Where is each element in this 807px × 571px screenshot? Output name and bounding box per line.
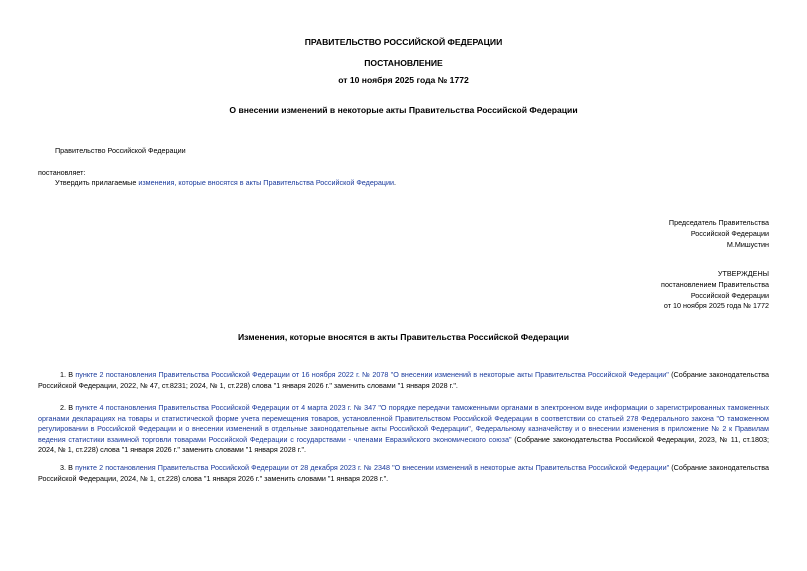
signature-position: Председатель Правительства (668, 218, 769, 227)
item-text: (Собрание законодательства Российской Федерации, 2024, № 1, ст.228) слова "1 января 2026 г." заменить словами "1 января 2028 г.". (38, 463, 769, 483)
item-text: (Собрание законодательства Российской Федерации, 2022, № 47, ст.8231; 2024, № 1, ст.228) слова "1 января 2026 г." заменить словами "1 января 2028 г.". (38, 370, 769, 390)
item-reference-link[interactable]: пункте 4 постановления Правительства Российской Федерации от 4 марта 2023 г. № 347 "О порядке передачи таможенными органами в электронном виде информации о зарегистрированных таможенных органами декларациях на товары и статистической форме учета перемещения товаров, установленной Правительством Российской Федерации в соответствии со статьей 278 Федерального закона "О таможенном регулировании в Российской Федерации и о внесении изменений в отдельные законодательные акты Российской Федерации", Федеральному казначейству и о внесении изменения в приложение № 2 к Правилам ведения статистики взаимной торговли товарами Российской Федерации с государствами - членами Евразийского экономического союза" (38, 403, 769, 444)
preamble-decides: постановляет: (38, 168, 86, 177)
item-text: (Собрание законодательства Российской Федерации, 2023, № 11, ст.1803; 2024, № 1, ст.228) слова "1 января 2026 г." заменить словами "1 января 2028 г.". (38, 434, 769, 455)
signature-block (669, 218, 769, 250)
item-number: 1. В (60, 370, 76, 379)
approval-line-2: постановлением Правительства (661, 279, 769, 289)
change-item-1 (38, 370, 769, 391)
preamble-approve (55, 178, 396, 187)
document-date-number: от 10 ноября 2025 года № 1772 (338, 75, 469, 85)
approval-line-1: УТВЕРЖДЕНЫ (717, 269, 769, 278)
document-title: О внесении изменений в некоторые акты Правительства Российской Федерации (229, 105, 578, 115)
government-heading: ПРАВИТЕЛЬСТВО РОССИЙСКОЙ ФЕДЕРАЦИИ (304, 37, 503, 47)
approve-link[interactable]: изменения, которые вносятся в акты Правительства Российской Федерации (138, 178, 394, 187)
approve-text-end: . (393, 178, 396, 187)
item-reference-link[interactable]: пункте 2 постановления Правительства Российской Федерации от 28 декабря 2023 г. № 2348 "О внесении изменений в некоторые акты Правительства Российской Федерации" (75, 463, 670, 472)
approval-line-3: Российской Федерации (690, 290, 769, 300)
change-item-2 (38, 403, 769, 456)
item-number: 2. В (60, 403, 76, 412)
document-type: ПОСТАНОВЛЕНИЕ (364, 58, 443, 68)
preamble-actor: Правительство Российской Федерации (55, 146, 186, 155)
approval-line-4: от 10 ноября 2025 года № 1772 (663, 301, 769, 311)
change-item-3 (38, 463, 769, 484)
approve-text: Утвердить прилагаемые (55, 178, 139, 187)
signature-org: Российской Федерации (690, 228, 769, 238)
item-number: 3. В (60, 463, 76, 472)
item-reference-link[interactable]: пункте 2 постановления Правительства Российской Федерации от 16 ноября 2022 г. № 2078 "О внесении изменений в некоторые акты Правительства Российской Федерации" (75, 370, 669, 379)
changes-title: Изменения, которые вносятся в акты Правительства Российской Федерации (237, 332, 569, 342)
approval-block (661, 269, 769, 312)
signature-name: М.Мишустин (726, 239, 769, 249)
